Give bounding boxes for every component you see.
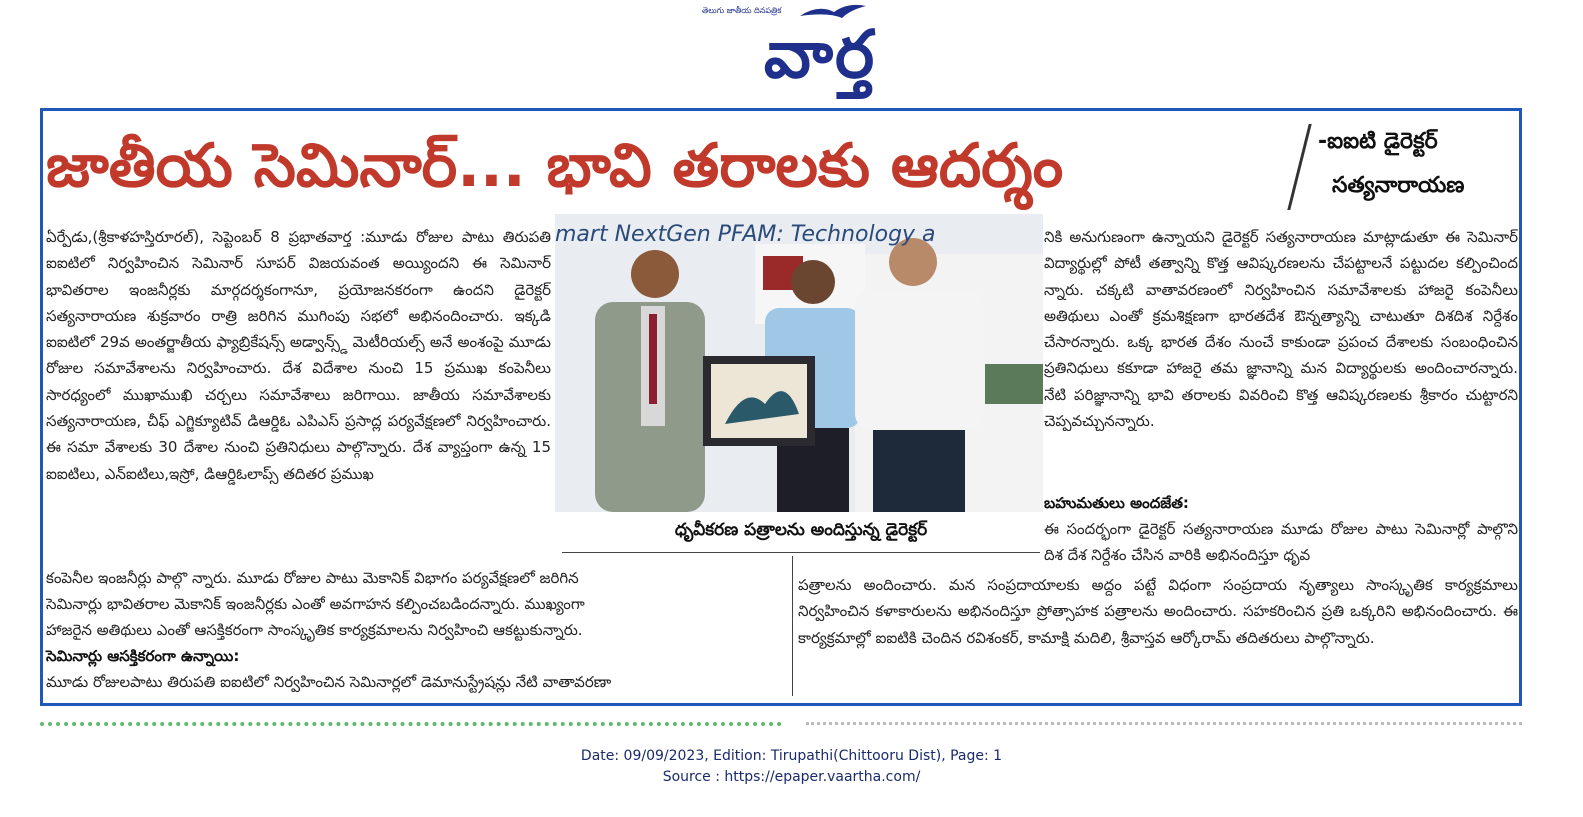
article-left-final-line: మూడు రోజులపాటు తిరుపతి ఐఐటిలో నిర్వహించిన సెమినార్లలో డెమానుస్ట్రేషన్లు నేటి వాతావరణా: [46, 673, 612, 691]
text-line: కంపెనీల ఇంజనీర్లు పాల్గొ న్నారు. మూడు రోజుల పాటు మెకానిక్ విభాగం పర్యవేక్షణలో జరిగిన: [46, 569, 579, 587]
article-photo: [555, 214, 1043, 512]
masthead-logo: వార్త: [763, 16, 877, 93]
byline: [1318, 120, 1523, 212]
masthead: [700, 2, 940, 102]
photo-illustration: [555, 214, 1043, 512]
subheading-seminars: సెమినార్లు ఆసక్తికరంగా ఉన్నాయి:: [46, 647, 240, 665]
bottom-rule-right: [806, 722, 1522, 729]
bottom-rule-left: [40, 722, 782, 730]
subheading-awards: బహుమతులు అందజేత:: [1044, 494, 1189, 512]
photo-banner-text: mart NextGen PFAM: Technology a: [555, 222, 936, 247]
footer-source-line: Source : https://epaper.vaartha.com/: [662, 769, 921, 785]
article-left-tail: [46, 565, 781, 643]
byline-name: సత్యనారాయణ: [1332, 173, 1465, 198]
byline-title: -ఐఐటి డైరెక్టర్: [1318, 129, 1438, 154]
article-column-right: నికి అనుగుణంగా ఉన్నాయని డైరెక్టర్ సత్యనారాయణ మాట్లాడుతూ ఈ సెమినార్ విద్యార్థుల్లో పోటీ తత్వాన్ని కొత్త ఆవిష్కరణలను చేపట్టాలనే పట్టుదల కల్పించింద న్నారు. చక్కటి వాతావరణంలో నిర్వహించిన సమావేశాలకు హాజరై కంపెనీలు అతిథులు ఎంతో క్రమశిక్షణగా భారతదేశ ఔన్నత్యాన్ని చాటుతూ దిశదిశ నిర్దేశం చేసారన్నారు. ఒక్క భారత దేశం నుంచే కాకుండా ప్రపంచ దేశాలకు సంబంధించిన ప్రతినిధులు కకూడా హాజరై తమ జ్ఞానాన్ని మన విద్యార్థులకు అందించారన్నారు. నేటి పరిజ్ఞానాన్ని భావి తరాలకు వివరించి కొత్త ఆవిష్కరణలకు శ్రీకారం చుట్టారని చెప్పవచ్చునన్నారు.: [1044, 228, 1518, 431]
footer: [0, 746, 1583, 788]
caption-divider: [562, 552, 1040, 553]
article-column-wide: పత్రాలను అందించారు. మన సంప్రదాయాలకు అద్దం పట్టే విధంగా సంప్రదాయ నృత్యాలు సాంస్కృతిక కార్యక్రమాలు నిర్వహించిన కళాకారులను అభినందిస్తూ ప్రోత్సాహక పత్రాలను అందించారు. సహకరించిన ప్రతి ఒక్కరిని అభినందించారు. ఈ కార్యక్రమాల్లో ఐఐటికి చెందిన రవిశంకర్, కామాక్షి మదిలి, శ్రీవాస్తవ ఆర్కోరామ్ తదితరులు పాల్గొన్నారు.: [798, 576, 1518, 647]
article-column-left: ఏర్పేడు,(శ్రీకాళహస్తిరూరల్), సెప్టెంబర్ 8 ప్రభాతవార్త :మూడు రోజుల పాటు తిరుపతి ఐఐటిలో నిర్వహించిన సెమినార్ సూపర్ విజయవంత అయ్యిందని ఈ సెమినార్ భావితరాల ఇంజనీర్లకు మార్గదర్శకంగానూ, ప్రయోజనకరంగా ఉందని డైరెక్టర్ సత్యనారాయణ శుక్రవారం రాత్రి జరిగిన ముగింపు సభలో అభినందించారు. ఇక్కడి ఐఐటిలో 29వ అంతర్జాతీయ ఫ్యాబ్రికేషన్స్ అడ్వాన్స్డ్ మెటీరియల్స్ అనే అంశంపై మూడు రోజుల సమావేశాలను నిర్వహించారు. దేశ విదేశాల నుంచి 15 ప్రముఖ కంపెనీలు సారధ్యంలో ముఖాముఖి చర్చలు సమావేశాలు జరిగాయి. జాతీయ సమావేశాలకు సత్యనారాయణ, చీఫ్ ఎగ్జిక్యూటివ్ డిఆర్డిఓ ఎపిఎస్ ప్రసాద్ల పర్యవేక్షణలో నిర్వహించారు. ఈ సమా వేశాలకు 30 దేశాల నుంచి ప్రతినిధులు పాల్గొన్నారు. దేశ వ్యాప్తంగా ఉన్న 15 ఐఐటిలు, ఎన్ఐటిలు,ఇస్రో, డిఆర్డిఓలాప్స్ తదితర ప్రముఖ: [46, 228, 551, 483]
column-divider: [792, 556, 793, 696]
text-line: హాజరైన అతిథులు ఎంతో ఆసక్తికరంగా సాంస్కృతిక కార్యక్రమాలను నిర్వహించి ఆకట్టుకున్నారు.: [46, 621, 583, 639]
masthead-tagline: తెలుగు జాతీయ దినపత్రిక: [702, 6, 782, 15]
photo-caption: ధృవీకరణ పత్రాలను అందిస్తున్న డైరెక్టర్: [674, 520, 928, 540]
headline: జాతీయ సెమినార్... భావి తరాలకు ఆదర్శం: [46, 131, 1064, 201]
text-line: సెమినార్లు భావితరాల మెకానిక్ ఇంజనీర్లకు ఎంతో అవగాహన కల్పించబడిందన్నారు. ముఖ్యంగా: [46, 595, 585, 613]
article-column-bottom-right: ఈ సందర్భంగా డైరెక్టర్ సత్యనారాయణ మూడు రోజుల పాటు సెమినార్లో పాల్గొని దిశ దేశ నిర్దేశం చేసిన వారికి అభినందిస్తూ ధృవ: [1044, 520, 1518, 565]
footer-date-line: Date: 09/09/2023, Edition: Tirupathi(Chittooru Dist), Page: 1: [580, 748, 1003, 764]
